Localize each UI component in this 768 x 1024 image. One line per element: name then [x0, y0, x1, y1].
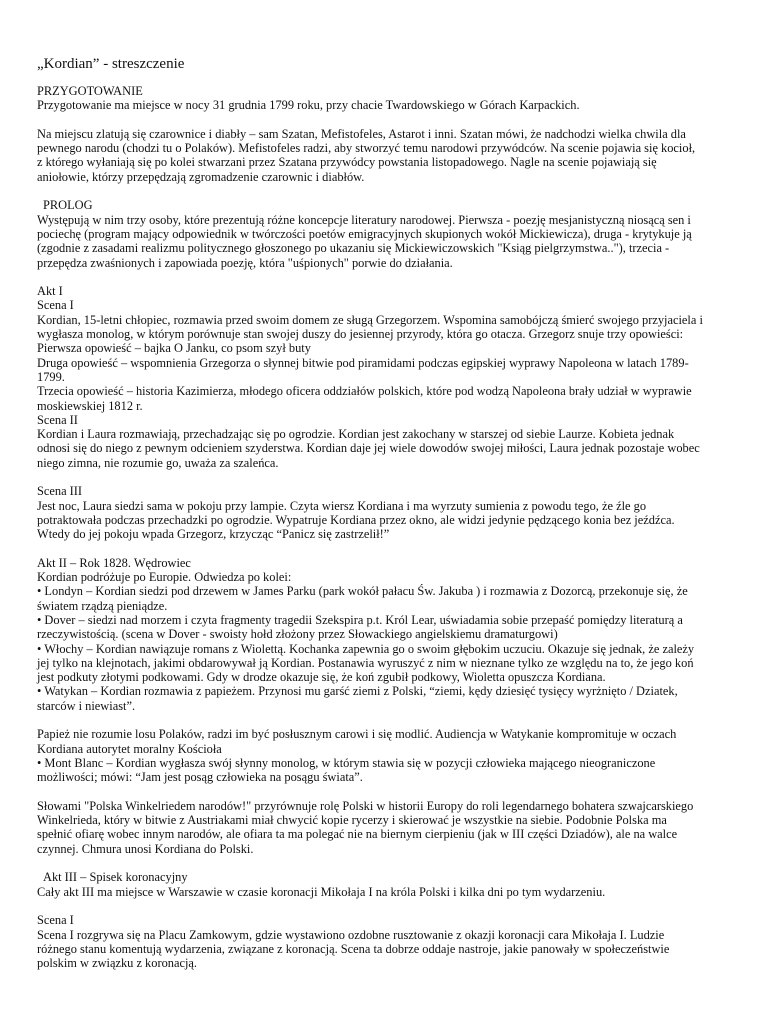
text-line: jej tylko na klejnotach, jakimi obdarowywał ją Kordian. Postanawia wyruszyć z nim w nieznane tylko ze względu na to, że jego koń [37, 655, 694, 670]
text-line: Druga opowieść – wspomnienia Grzegorza o słynnej bitwie pod piramidami podczas egipskiej wyprawy Napoleona w latach 1789- [37, 355, 689, 370]
text-line: jest podkuty złotymi podkowami. Gdy w drodze okazuje się, że koń zgubił podkowy, Wioletta opuszcza Kordiana. [37, 670, 606, 685]
text-line: Wtedy do jej pokoju wpada Grzegorz, krzycząc “Panicz się zastrzelił!” [37, 527, 390, 542]
text-line: światem rządzą pieniądze. [37, 598, 168, 613]
paragraph-gap [37, 470, 732, 484]
text-line: Papież nie rozumie losu Polaków, radzi im być posłusznym carowi i się modlić. Audiencja w Watykanie kompromituje w oczach [37, 727, 677, 742]
paragraph-gap [37, 785, 732, 799]
text-line: Scena III [37, 484, 83, 499]
text-line: Przygotowanie ma miejsce w nocy 31 grudnia 1799 roku, przy chacie Twardowskiego w Górach Karpackich. [37, 98, 580, 113]
text-line: • Włochy – Kordian nawiązuje romans z Wiolettą. Kochanka zapewnia go o swoim głębokim uczuciu. Okazuje się jednak, że zależy [37, 641, 695, 656]
text-line: • Dover – siedzi nad morzem i czyta fragmenty tragedii Szekspira p.t. Król Lear, uświadamia sobie przepaść pomiędzy literaturą a [37, 612, 683, 627]
text-line: potraktowała podczas przechadzki po ogrodzie. Wypatruje Kordiana przez okno, ale widzi jedynie pędzącego konia bez jeźdźca. [37, 512, 675, 527]
paragraph-gap [37, 856, 732, 870]
text-line: • Mont Blanc – Kordian wygłasza swój słynny monolog, w którym stawia się w pozycji człowieka mającego nieograniczone [37, 755, 656, 770]
document-title: „Kordian” - streszczenie [37, 56, 185, 72]
text-line: Akt I [37, 284, 63, 299]
text-line: pociechę (program mający odpowiednik w twórczości poetów emigracyjnych skupionych wokół Mickiewicza), druga - krytykuje ją [37, 226, 692, 241]
text-line: Trzecia opowieść – historia Kazimierza, młodego oficera oddziałów polskich, które pod wodzą Napoleona brały udział w wyprawie [37, 384, 692, 399]
text-line: Kordiana autorytet moralny Kościoła [37, 741, 222, 756]
text-line: spełnić ofiarę wobec innym narodów, ale ofiara ta ma polegać nie na biernym cierpieniu (jak w III części Dziadów), ale na walce [37, 827, 678, 842]
text-line: 1799. [37, 369, 65, 384]
text-line: z którego wyłaniają się po kolei stwarzani przez Szatana przywódcy powstania listopadowego. Nagle na scenie pojawiają się [37, 155, 657, 170]
paragraph-gap [37, 113, 732, 127]
text-line: PROLOG [43, 198, 93, 213]
text-line: Cały akt III ma miejsce w Warszawie w czasie koronacji Mikołaja I na króla Polski i kilka dni po tym wydarzeniu. [37, 884, 606, 899]
text-line: polskim w związku z koronacją. [37, 956, 197, 971]
text-line: aniołowie, którzy przepędzają zgromadzenie czarownic i diabłów. [37, 169, 365, 184]
text-line: odnosi się do niego z pewnym odcieniem szyderstwa. Kordian daje jej wiele dowodów swojej miłości, Laura jednak pozostaje wobec [37, 441, 700, 456]
paragraph-gap [37, 542, 732, 556]
text-line: możliwości; mówi: “Jam jest posąg człowieka na posągu świata”. [37, 770, 363, 785]
text-line: Akt III – Spisek koronacyjny [43, 870, 188, 885]
text-line: Scena I [37, 913, 74, 928]
paragraph-gap [37, 713, 732, 727]
text-line: czynnej. Chmura unosi Kordiana do Polski. [37, 841, 254, 856]
text-line: Kordian podróżuje po Europie. Odwiedza po kolei: [37, 570, 292, 585]
text-line: moskiewskiej 1812 r. [37, 398, 143, 413]
text-line: Scena I [37, 298, 74, 313]
text-line: Winkelrieda, który w bitwie z Austriakami miał chwycić kopie rycerzy i skierować je wszystkie na siebie. Podobnie Polska ma [37, 813, 667, 828]
text-line: Kordian i Laura rozmawiają, przechadzając się po ogrodzie. Kordian jest zakochany w starszej od siebie Laurze. Kobieta jednak [37, 427, 675, 442]
text-line: Pierwsza opowieść – bajka O Janku, co psom szył buty [37, 341, 311, 356]
text-line: starców i niewiast”. [37, 698, 136, 713]
text-line: różnego stanu komentują wydarzenia, związane z koronacją. Scena ta dobrze oddaje nastroje, jakie panowały w społeczeństwie [37, 941, 670, 956]
paragraph-gap [37, 184, 732, 198]
text-line: rzeczywistością. (scena w Dover - swoisty hołd złożony przez Słowackiego angielskiemu dramaturgowi) [37, 627, 558, 642]
text-line: Scena I rozgrywa się na Placu Zamkowym, gdzie wystawiono ozdobne rusztowanie z okazji koronacji cara Mikołaja I. Ludzie [37, 927, 665, 942]
text-line: Występują w nim trzy osoby, które prezentują różne koncepcje literatury narodowej. Pierwsza - poezję mesjanistyczną niosącą sen i [37, 212, 691, 227]
text-line: pewnego narodu (chodzi tu o Polaków). Mefistofeles radzi, aby stworzyć temu narodowi przywódców. Na scenie pojawia się kocioł, [37, 141, 696, 156]
text-line: Na miejscu zlatują się czarownice i diabły – sam Szatan, Mefistofeles, Astarot i inni. Szatan mówi, że nadchodzi wielka chwila dla [37, 126, 686, 141]
text-line: Jest noc, Laura siedzi sama w pokoju przy lampie. Czyta wiersz Kordiana i ma wyrzuty sumienia z powodu tego, że źle go [37, 498, 647, 513]
text-line: wygłasza monolog, w którym porównuje stan swojej duszy do jesiennej przyrody, która go otacza. Grzegorz snuje trzy opowieści: [37, 327, 684, 342]
text-line: niego zimna, nie rozumie go, uważa za szaleńca. [37, 455, 279, 470]
document-body [37, 84, 732, 970]
paragraph-gap [37, 270, 732, 284]
text-line: Scena II [37, 412, 78, 427]
text-line: • Londyn – Kordian siedzi pod drzewem w James Parku (park wokół pałacu Św. Jakuba ) i rozmawia z Dozorcą, przekonuje się, że [37, 584, 688, 599]
text-line: przepędza zwaśnionych i zapowiada poezję, która "uśpionych" porwie do działania. [37, 255, 453, 270]
text-line: (zgodnie z zasadami realizmu politycznego głoszonego po ukazaniu się Mickiewiczowskich "Ksiąg pielgrzymstwa.."), trzecia - [37, 241, 670, 256]
text-line: Słowami "Polska Winkelriedem narodów!" przyrównuje rolę Polski w historii Europy do roli legendarnego bohatera szwajcarskiego [37, 798, 694, 813]
text-line: PRZYGOTOWANIE [37, 84, 143, 98]
paragraph-gap [37, 899, 732, 913]
text-line: Kordian, 15-letni chłopiec, rozmawia przed swoim domem ze sługą Grzegorzem. Wspomina samobójczą śmierć swojego przyjaciela i [37, 312, 703, 327]
text-line: Akt II – Rok 1828. Wędrowiec [37, 555, 191, 570]
text-line: • Watykan – Kordian rozmawia z papieżem. Przynosi mu garść ziemi z Polski, “ziemi, kędy dziesięć tysięcy wyrżnięto / Dziatek, [37, 684, 678, 699]
